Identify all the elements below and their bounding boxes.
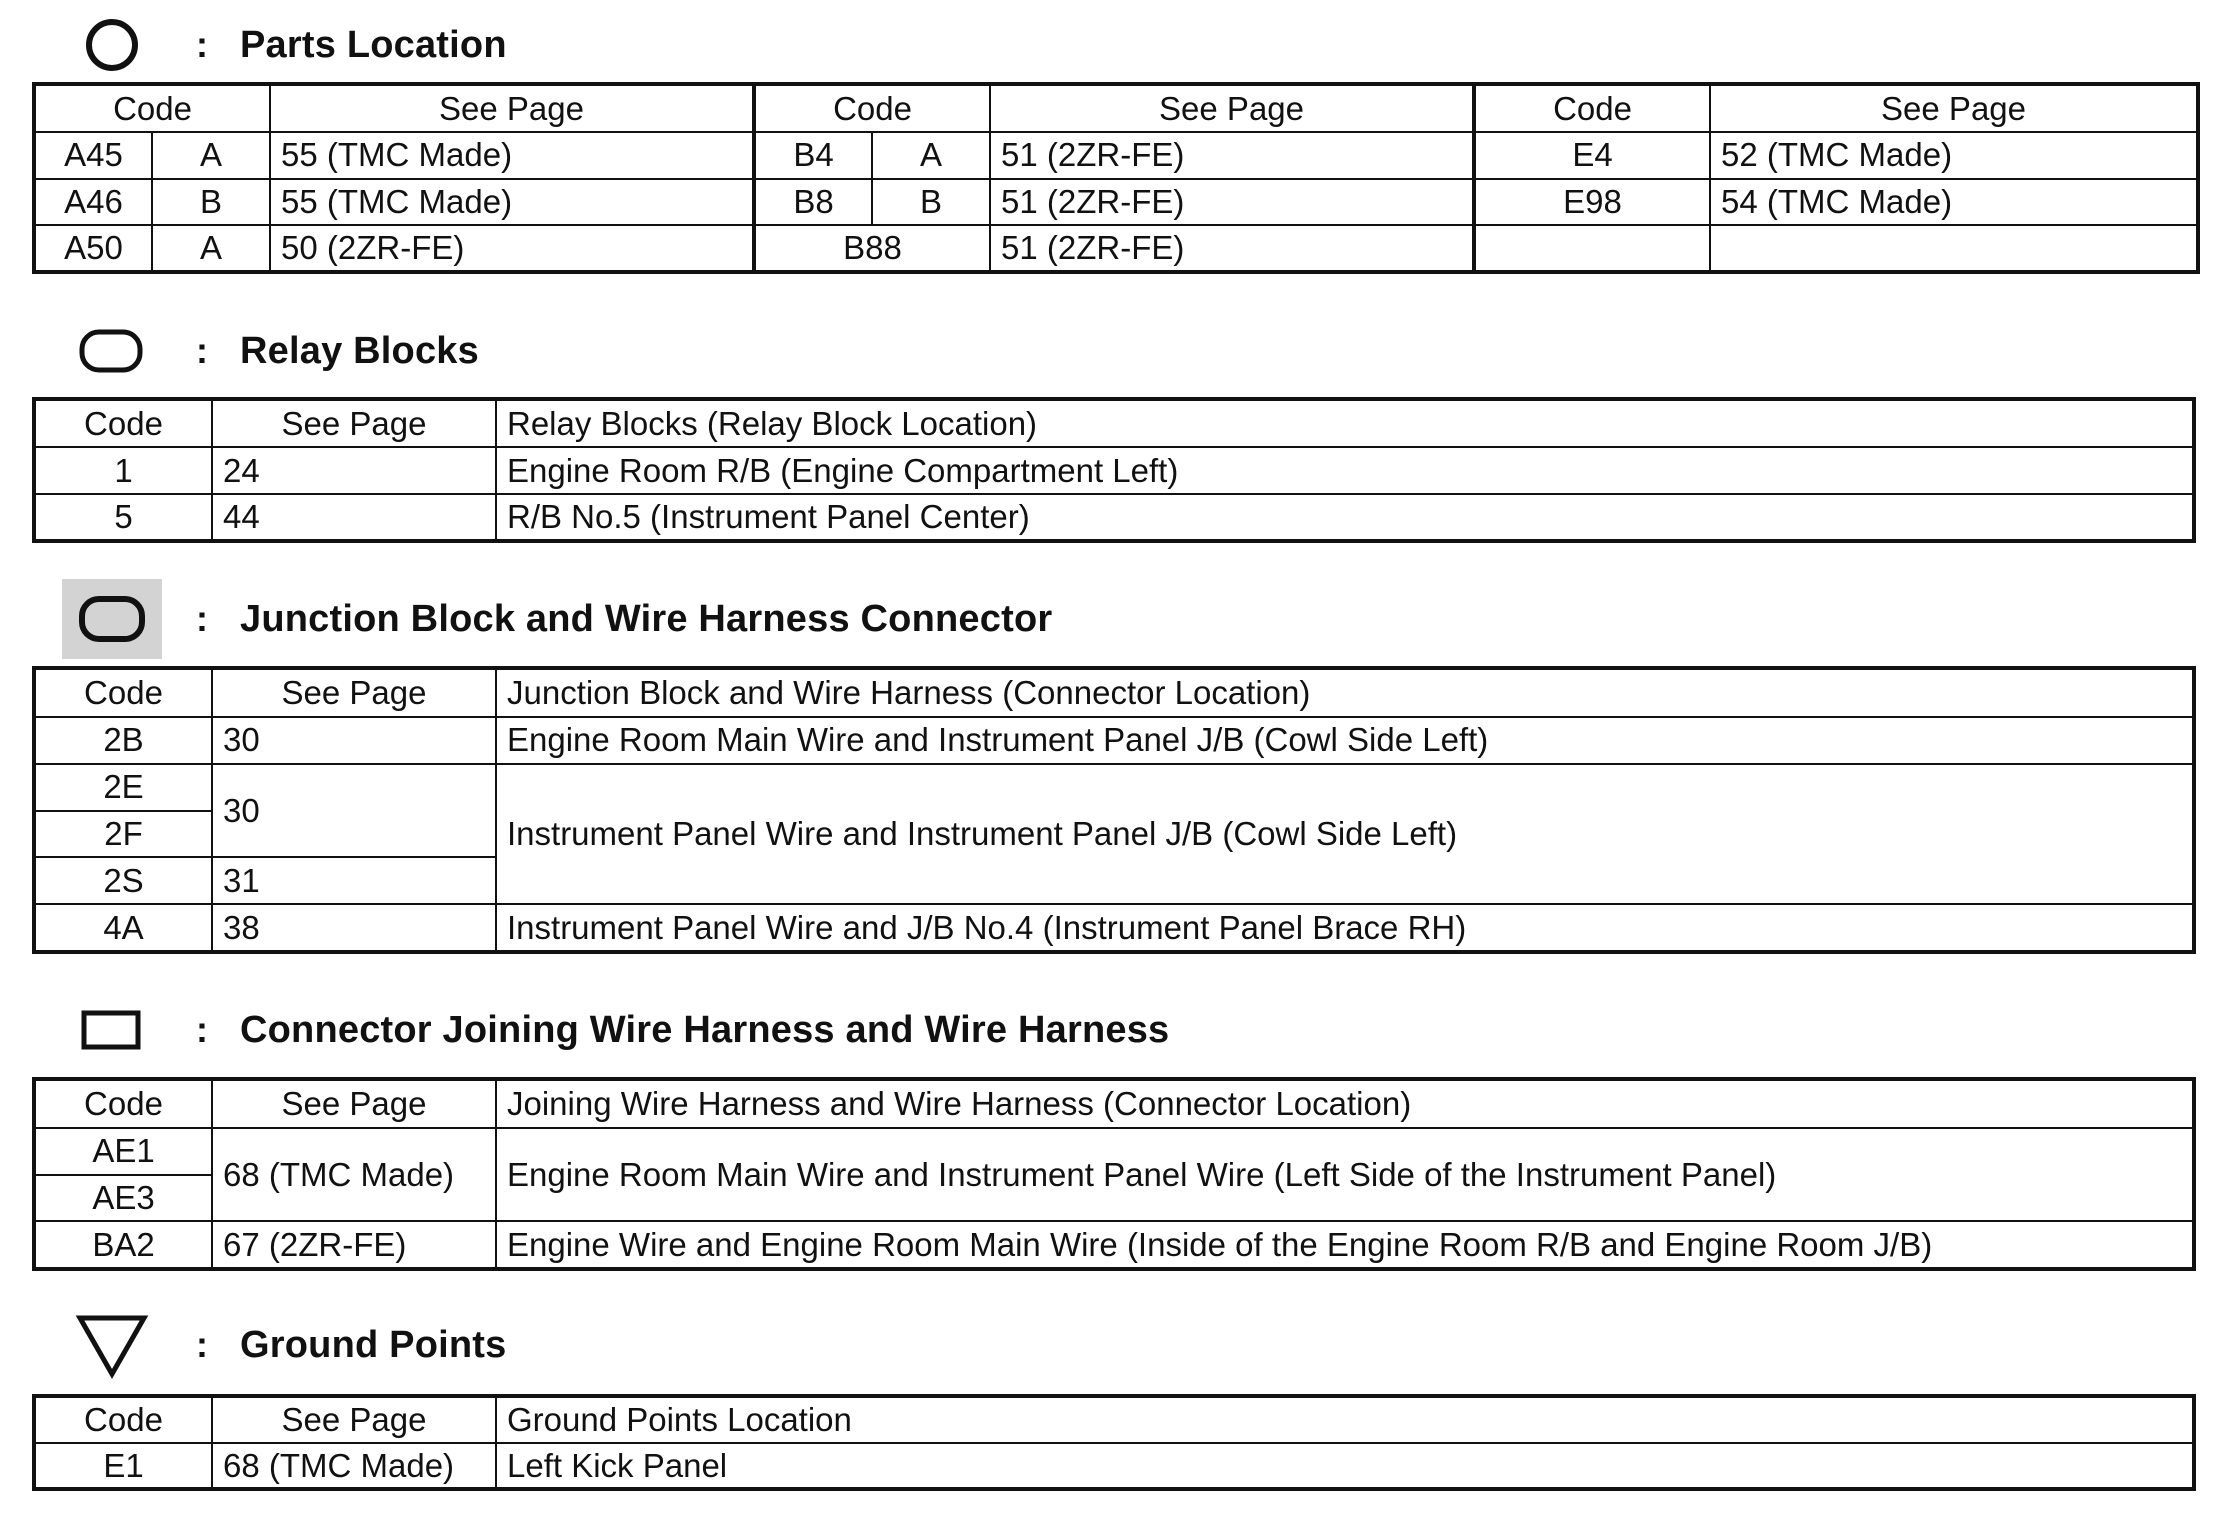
parts-location-heading [62, 5, 507, 85]
sub-code-cell: A [872, 132, 990, 178]
see-page-cell: 55 (TMC Made) [270, 179, 754, 225]
table-row [34, 447, 2194, 493]
code-cell: 4A [34, 904, 212, 952]
see-page-cell: 24 [212, 447, 496, 493]
separator: : [196, 1324, 208, 1365]
header-description: Ground Points Location [496, 1396, 2194, 1443]
table-header-row [34, 1079, 2194, 1128]
see-page-cell: 30 [212, 764, 496, 858]
header-see-page: See Page [1710, 84, 2198, 132]
junction-block-heading [62, 579, 1052, 659]
table-header-row [34, 84, 2198, 132]
header-description: Joining Wire Harness and Wire Harness (Connector Location) [496, 1079, 2194, 1128]
description-cell: Engine Room R/B (Engine Compartment Left) [496, 447, 2194, 493]
header-see-page: See Page [212, 1079, 496, 1128]
header-description: Relay Blocks (Relay Block Location) [496, 399, 2194, 447]
rounded-rect-icon [62, 311, 162, 391]
section-title: Ground Points [240, 1323, 507, 1366]
table-row [34, 764, 2194, 811]
description-cell: Engine Room Main Wire and Instrument Panel Wire (Left Side of the Instrument Panel) [496, 1128, 2194, 1221]
see-page-cell [1710, 225, 2198, 272]
header-code: Code [34, 1079, 212, 1128]
table-row [34, 1128, 2194, 1175]
see-page-cell: 51 (2ZR-FE) [990, 132, 1474, 178]
sub-code-cell: A [152, 132, 270, 178]
header-description: Junction Block and Wire Harness (Connector Location) [496, 668, 2194, 717]
code-cell: 2B [34, 717, 212, 764]
see-page-cell: 38 [212, 904, 496, 952]
header-code: Code [34, 399, 212, 447]
table-row [34, 1221, 2194, 1269]
header-see-page: See Page [212, 668, 496, 717]
section-title: Junction Block and Wire Harness Connector [240, 597, 1053, 640]
junction-block-table [32, 666, 2196, 954]
header-code: Code [34, 1396, 212, 1443]
header-see-page: See Page [270, 84, 754, 132]
see-page-cell: 68 (TMC Made) [212, 1128, 496, 1221]
code-cell: E98 [1474, 179, 1710, 225]
header-see-page: See Page [212, 1396, 496, 1443]
relay-blocks-table [32, 397, 2196, 543]
connector-joining-heading [62, 990, 1169, 1070]
code-cell: BA2 [34, 1221, 212, 1269]
code-cell: AE1 [34, 1128, 212, 1175]
table-row [34, 904, 2194, 952]
table-header-row [34, 399, 2194, 447]
code-cell: A45 [34, 132, 152, 178]
sub-code-cell: B [152, 179, 270, 225]
description-cell: Instrument Panel Wire and Instrument Panel J/B (Cowl Side Left) [496, 764, 2194, 904]
see-page-cell: 30 [212, 717, 496, 764]
rectangle-icon [62, 990, 162, 1070]
code-cell: A50 [34, 225, 152, 272]
code-cell: E1 [34, 1443, 212, 1489]
see-page-cell: 54 (TMC Made) [1710, 179, 2198, 225]
sub-code-cell: B [872, 179, 990, 225]
see-page-cell: 44 [212, 494, 496, 541]
table-row [34, 225, 2198, 272]
code-cell: AE3 [34, 1175, 212, 1222]
section-title: Relay Blocks [240, 329, 479, 372]
see-page-cell: 68 (TMC Made) [212, 1443, 496, 1489]
see-page-cell: 31 [212, 857, 496, 904]
separator: : [196, 598, 208, 639]
table-header-row [34, 668, 2194, 717]
section-title: Parts Location [240, 23, 507, 66]
code-cell: 2S [34, 857, 212, 904]
sub-code-cell: A [152, 225, 270, 272]
circle-icon [62, 5, 162, 85]
code-cell [1474, 225, 1710, 272]
description-cell: Left Kick Panel [496, 1443, 2194, 1489]
see-page-cell: 67 (2ZR-FE) [212, 1221, 496, 1269]
ground-points-heading [62, 1305, 506, 1385]
table-row [34, 1443, 2194, 1489]
code-cell: E4 [1474, 132, 1710, 178]
ground-points-table [32, 1394, 2196, 1491]
code-cell: A46 [34, 179, 152, 225]
code-cell: 5 [34, 494, 212, 541]
description-cell: Instrument Panel Wire and J/B No.4 (Instrument Panel Brace RH) [496, 904, 2194, 952]
parts-location-table [32, 82, 2200, 274]
triangle-down-icon [62, 1305, 162, 1385]
see-page-cell: 51 (2ZR-FE) [990, 179, 1474, 225]
header-code: Code [34, 84, 270, 132]
separator: : [196, 24, 208, 65]
code-cell: 1 [34, 447, 212, 493]
separator: : [196, 330, 208, 371]
code-cell: B88 [754, 225, 990, 272]
see-page-cell: 55 (TMC Made) [270, 132, 754, 178]
see-page-cell: 51 (2ZR-FE) [990, 225, 1474, 272]
header-code: Code [34, 668, 212, 717]
table-row [34, 132, 2198, 178]
connector-joining-table [32, 1077, 2196, 1271]
table-row [34, 717, 2194, 764]
see-page-cell: 52 (TMC Made) [1710, 132, 2198, 178]
description-cell: Engine Wire and Engine Room Main Wire (Inside of the Engine Room R/B and Engine Room J/B) [496, 1221, 2194, 1269]
description-cell: Engine Room Main Wire and Instrument Panel J/B (Cowl Side Left) [496, 717, 2194, 764]
code-cell: B8 [754, 179, 872, 225]
see-page-cell: 50 (2ZR-FE) [270, 225, 754, 272]
relay-blocks-heading [62, 311, 479, 391]
code-cell: 2F [34, 811, 212, 858]
code-cell: B4 [754, 132, 872, 178]
shaded-rounded-rect-icon [62, 579, 162, 659]
code-cell: 2E [34, 764, 212, 811]
table-header-row [34, 1396, 2194, 1443]
header-code: Code [1474, 84, 1710, 132]
table-row [34, 494, 2194, 541]
header-see-page: See Page [212, 399, 496, 447]
section-title: Connector Joining Wire Harness and Wire Harness [240, 1008, 1170, 1051]
header-see-page: See Page [990, 84, 1474, 132]
header-code: Code [754, 84, 990, 132]
description-cell: R/B No.5 (Instrument Panel Center) [496, 494, 2194, 541]
separator: : [196, 1009, 208, 1050]
table-row [34, 179, 2198, 225]
